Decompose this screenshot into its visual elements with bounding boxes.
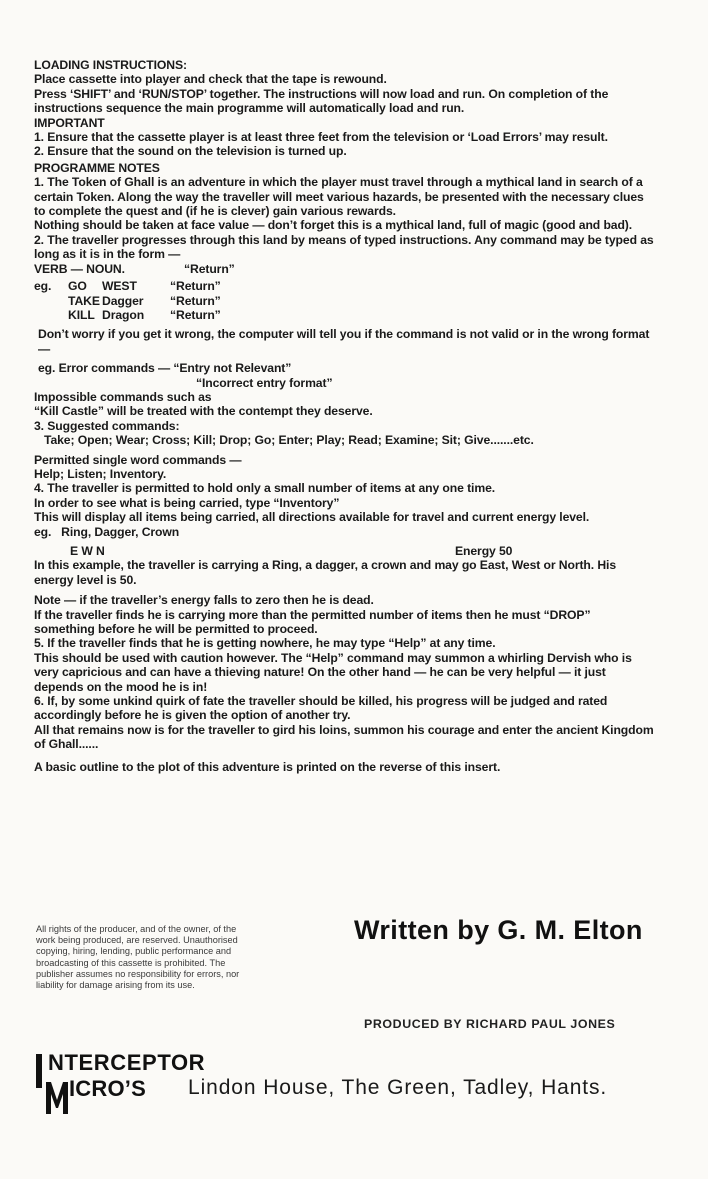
error-example-line-2: “Incorrect entry format” <box>196 375 333 390</box>
inventory-example-text: In this example, the traveller is carrying a Ring, a dagger, a crown and may go East, West or North. His energy level is 50. <box>34 558 616 587</box>
permitted-heading: Permitted single word commands — <box>34 452 242 467</box>
inventory-example-status <box>34 544 654 558</box>
form-verb-noun: VERB — NOUN. <box>34 261 125 276</box>
example-row <box>68 279 260 293</box>
drop-note: If the traveller finds he is carrying more than the permitted number of items then he must “DROP” something before he will be permitted to proceed. <box>34 607 591 637</box>
example-return: “Return” <box>170 279 221 294</box>
examples-eg-label: eg. <box>34 279 52 294</box>
example-verb: TAKE <box>68 293 100 308</box>
inventory-example-directions: E W N <box>70 544 105 558</box>
suggested-heading: 3. Suggested commands: <box>34 418 180 433</box>
dont-worry-text: Don’t worry if you get it wrong, the computer will tell you if the command is not valid or in the wrong format — <box>38 327 650 356</box>
notes-paragraph-2: 2. The traveller progresses through this land by means of typed instructions. Any command may be typed as long as it is in the form — <box>34 232 654 262</box>
logo-line-1: NTERCEPTOR <box>48 1050 206 1075</box>
energy-note: Note — if the traveller’s energy falls to zero then he is dead. <box>34 593 374 608</box>
important-line-2: 2. Ensure that the sound on the television is turned up. <box>34 144 347 159</box>
notes-paragraph-6b: All that remains now is for the traveller to gird his loins, summon his courage and enter the ancient Kingdom of Ghall...... <box>34 722 654 752</box>
notes-heading: PROGRAMME NOTES <box>34 160 160 175</box>
notes-paragraph-4c: This will display all items being carried, all directions available for travel and current energy level. <box>34 510 590 525</box>
example-row <box>68 294 260 308</box>
logo-m-mark <box>44 1076 70 1116</box>
notes-paragraph-5b: This should be used with caution however. The “Help” command may summon a whirling Dervish who is very capricious and can have a thieving nature! On the other hand — he can be very helpful — it just depends on the mood he is in! <box>34 650 632 694</box>
important-heading: IMPORTANT <box>34 115 105 130</box>
inventory-example-items: eg. Ring, Dagger, Crown <box>34 524 180 539</box>
command-examples <box>34 279 654 322</box>
example-return: “Return” <box>170 307 221 322</box>
example-verb: GO <box>68 279 87 294</box>
example-noun: Dagger <box>102 293 144 308</box>
form-return: “Return” <box>184 261 235 276</box>
loading-line-1: Place cassette into player and check that the tape is rewound. <box>34 72 387 87</box>
notes-paragraph-1b: Nothing should be taken at face value — don’t forget this is a mythical land, full of magic (good and bad). <box>34 218 633 233</box>
producer-credit: PRODUCED BY RICHARD PAUL JONES <box>364 1017 616 1031</box>
example-verb: KILL <box>68 307 95 322</box>
publisher-address: Lindon House, The Green, Tadley, Hants. <box>188 1076 608 1099</box>
notes-paragraph-1: 1. The Token of Ghall is an adventure in which the player must travel through a mythical land in search of a certain Token. Along the way the traveller will meet various hazards, be presented with the necessary clues to complete the quest and (if he is clever) gain various rewards. <box>34 175 644 219</box>
notes-paragraph-4a: 4. The traveller is permitted to hold only a small number of items at any one time. <box>34 481 496 496</box>
notes-paragraph-4b: In order to see what is being carried, type “Inventory” <box>34 495 340 510</box>
example-noun: WEST <box>102 279 137 294</box>
inventory-example-energy: Energy 50 <box>455 544 513 558</box>
logo-line-2: ICRO’S <box>69 1076 146 1101</box>
impossible-line-2: “Kill Castle” will be treated with the contempt they deserve. <box>34 404 373 419</box>
example-return: “Return” <box>170 293 221 308</box>
author-credit: Written by G. M. Elton <box>354 915 643 945</box>
notes-paragraph-5: 5. If the traveller finds that he is getting nowhere, he may type “Help” at any time. <box>34 636 496 651</box>
examples-table <box>68 279 260 322</box>
suggested-list: Take; Open; Wear; Cross; Kill; Drop; Go; Enter; Play; Read; Examine; Sit; Give.......etc. <box>44 433 534 448</box>
loading-heading: LOADING INSTRUCTIONS: <box>34 58 187 72</box>
publisher-logo <box>36 1050 206 1116</box>
instructions-body <box>34 58 654 774</box>
example-row <box>68 308 260 322</box>
important-line-1: 1. Ensure that the cassette player is at least three feet from the television or ‘Load Errors’ may result. <box>34 130 608 145</box>
command-form <box>34 262 654 276</box>
legal-notice: All rights of the producer, and of the owner, of the work being produced, are reserved. Unauthorised copying, hiring, lending, public performance and broadcasting of this cassette is prohibited. The publisher assumes no responsibility for errors, nor liability for damage arising from its use. <box>36 924 240 991</box>
impossible-line-1: Impossible commands such as <box>34 389 212 404</box>
loading-line-2: Press ‘SHIFT’ and ‘RUN/STOP’ together. The instructions will now load and run. On completion of the instructions sequence the main programme will automatically load and run. <box>34 86 609 116</box>
permitted-list: Help; Listen; Inventory. <box>34 466 167 481</box>
outline-note: A basic outline to the plot of this adventure is printed on the reverse of this insert. <box>34 759 501 774</box>
error-example-line-1: eg. Error commands — “Entry not Relevant” <box>38 361 292 376</box>
logo-i-mark <box>36 1054 42 1088</box>
example-noun: Dragon <box>102 307 145 322</box>
notes-paragraph-6: 6. If, by some unkind quirk of fate the traveller should be killed, his progress will be judged and rated accordingly before he is given the option of another try. <box>34 694 608 723</box>
